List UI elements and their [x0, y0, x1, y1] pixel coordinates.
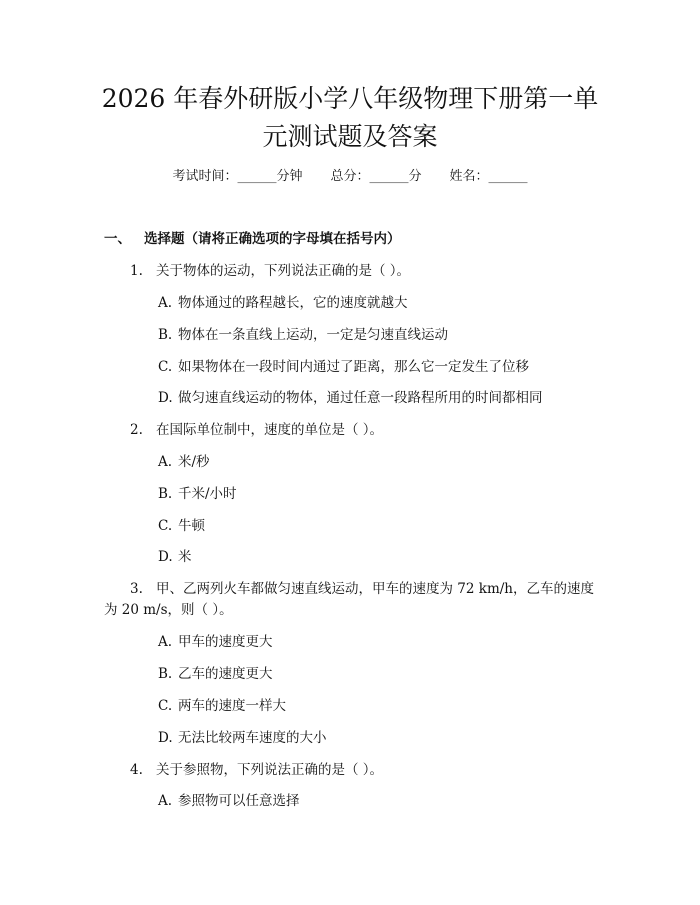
- option-text: 乙车的速度更大: [178, 666, 273, 682]
- option-text: 做匀速直线运动的物体，通过任意一段路程所用的时间都相同: [178, 390, 543, 406]
- q1-option-a: [158, 294, 408, 312]
- option-text: 参照物可以任意选择: [178, 793, 300, 809]
- option-text: 米/秒: [178, 454, 210, 470]
- q4-option-a: [158, 792, 300, 810]
- option-text: 牛顿: [178, 518, 205, 534]
- option-letter: B.: [158, 666, 173, 682]
- question-2: [130, 421, 383, 439]
- title-line-2: 元测试题及答案: [262, 122, 438, 151]
- exam-name: 姓名：______: [449, 169, 528, 184]
- exam-info-row: [0, 168, 700, 186]
- option-letter: A.: [158, 295, 173, 311]
- option-text: 无法比较两车速度的大小: [178, 730, 327, 746]
- question-number: 2.: [130, 422, 143, 438]
- option-letter: C.: [158, 518, 173, 534]
- question-number: 4.: [130, 762, 143, 778]
- section-number: 一、: [104, 231, 131, 247]
- option-letter: C.: [158, 698, 173, 714]
- section-heading: [104, 230, 401, 248]
- option-letter: D.: [158, 390, 173, 406]
- option-letter: D.: [158, 549, 173, 565]
- option-text: 甲车的速度更大: [178, 634, 273, 650]
- option-text: 物体在一条直线上运动，一定是匀速直线运动: [178, 327, 448, 343]
- exam-time: 考试时间：______分钟: [172, 169, 303, 184]
- section-label: 选择题（请将正确选项的字母填在括号内）: [144, 231, 401, 247]
- q2-option-b: [158, 485, 237, 503]
- document-title: [60, 80, 640, 156]
- option-letter: D.: [158, 730, 173, 746]
- option-letter: A.: [158, 454, 173, 470]
- question-3-continuation: 为 20 m/s，则（ ）。: [104, 602, 233, 618]
- question-4: [130, 761, 383, 779]
- option-text: 米: [178, 549, 192, 565]
- question-1: [130, 262, 410, 280]
- q2-option-a: [158, 453, 210, 471]
- option-letter: B.: [158, 327, 173, 343]
- question-number: 3.: [130, 581, 143, 597]
- option-letter: A.: [158, 793, 173, 809]
- q1-option-d: [158, 389, 543, 407]
- option-text: 千米/小时: [178, 486, 237, 502]
- q2-option-d: [158, 548, 192, 566]
- title-line-1: 2026 年春外研版小学八年级物理下册第一单: [101, 84, 599, 113]
- q3-option-a: [158, 633, 273, 651]
- question-text: 关于参照物，下列说法正确的是（ ）。: [156, 762, 384, 778]
- question-text: 关于物体的运动，下列说法正确的是（ ）。: [156, 263, 411, 279]
- question-text-line-1: 甲、乙两列火车都做匀速直线运动，甲车的速度为 72 km/h，乙车的速度: [156, 581, 594, 597]
- exam-score: 总分：______分: [330, 169, 422, 184]
- q3-option-d: [158, 729, 327, 747]
- question-number: 1.: [130, 263, 143, 279]
- option-text: 如果物体在一段时间内通过了距离，那么它一定发生了位移: [178, 359, 529, 375]
- option-text: 两车的速度一样大: [178, 698, 286, 714]
- option-text: 物体通过的路程越长，它的速度就越大: [178, 295, 408, 311]
- q3-option-c: [158, 697, 286, 715]
- q1-option-b: [158, 326, 448, 344]
- option-letter: B.: [158, 486, 173, 502]
- q3-option-b: [158, 665, 273, 683]
- question-3: [130, 580, 594, 598]
- option-letter: C.: [158, 359, 173, 375]
- q2-option-c: [158, 517, 205, 535]
- q1-option-c: [158, 358, 529, 376]
- question-text: 在国际单位制中，速度的单位是（ ）。: [156, 422, 384, 438]
- option-letter: A.: [158, 634, 173, 650]
